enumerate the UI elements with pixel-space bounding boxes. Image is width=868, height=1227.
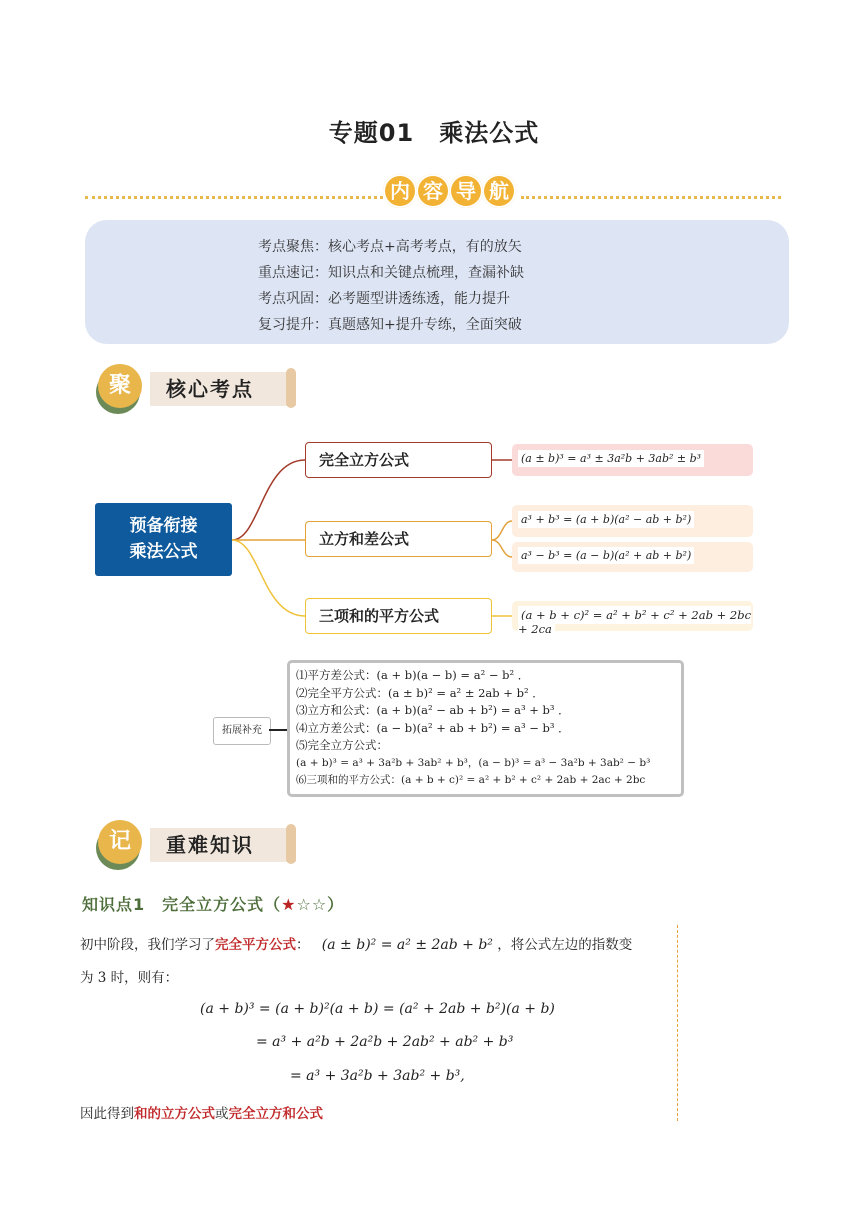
nav-badge-char: 内 [383,174,417,208]
highlight-term: 完全立方和公式 [228,1106,323,1122]
extension-box [287,660,684,797]
intro-text: 初中阶段，我们学习了 [80,937,215,953]
margin-dashed-line [677,925,678,1121]
mindmap-root-line: 乘法公式 [129,542,198,562]
knowledge-point-title-end: ） [327,895,345,914]
nav-badge-char: 容 [416,174,450,208]
section-title: 重难知识 [150,828,296,862]
extension-line: ⑹三项和的平方公式：(a + b + c)² = a² + b² + c² + 2ab + 2ac + 2bc [296,774,646,786]
inline-formula: (a ± b)² = a² ± 2ab + b² [321,937,493,953]
mindmap-root-line: 预备衔接 [129,516,198,536]
nav-badge-char: 导 [449,174,483,208]
extension-line: ⑷立方差公式：(a − b)(a² + ab + b²) = a³ − b³ ． [296,720,570,735]
extension-line: ⑶立方和公式：(a + b)(a² − ab + b²) = a³ + b³ ． [296,703,570,717]
derivation-line-3: = a³ + 3a²b + 3ab² + b³, [290,1068,465,1084]
highlight-term: 和的立方公式 [134,1106,215,1122]
star-filled-icon: ★ [281,895,297,914]
formula-text: a³ + b³ = (a + b)(a² − ab + b²) [518,511,694,528]
mindmap-root [95,503,232,576]
section-badge: 记 [98,820,142,864]
extension-line: ⑸完全立方公式： [296,738,388,752]
mindmap-node-cube: 完全立方公式 [305,442,492,478]
formula-cube-sum [512,505,753,537]
star-empty-icon: ☆☆ [296,895,328,914]
mindmap-node-cube-sum-diff: 立方和差公式 [305,521,492,557]
formula-text: (a ± b)³ = a³ ± 3a²b + 3ab² ± b³ [518,450,704,467]
section-title: 核心考点 [150,372,296,406]
formula-trinomial [512,601,753,636]
knowledge-point-heading [82,892,344,915]
extension-label: 拓展补充 [213,717,271,745]
extension-connector [269,729,287,731]
derivation-line-2: = a³ + a²b + 2a²b + 2ab² + ab² + b³ [256,1034,514,1050]
extension-line: (a + b)³ = a³ + 3a²b + 3ab² + b³，(a − b)³ = a³ − 3a²b + 3ab² − b³ [296,756,651,769]
extension-line: ⑴平方差公式：(a + b)(a − b) = a² − b² ． [296,668,530,682]
formula-text: a³ − b³ = (a − b)(a² + ab + b²) [518,547,694,564]
paragraph-intro-cont: 为 3 时，则有： [80,970,179,986]
conclusion [80,1102,323,1122]
knowledge-point-title: 知识点1 完全立方公式（ [82,895,282,914]
page-title: 专题01 乘法公式 [328,119,540,147]
formula-cube [512,444,753,476]
scroll-decoration-icon [286,824,296,864]
section-badge: 聚 [98,364,142,408]
formula-text: (a + b + c)² = a² + b² + c² + 2ab + 2bc + 2ca [518,608,752,636]
formula-cube-diff [512,542,753,572]
paragraph-intro [80,933,680,953]
extension-line: ⑵完全平方公式：(a ± b)² = a² ± 2ab + b² ． [296,685,544,700]
nav-line: 重点速记：知识点和关键点梳理，查漏补缺 [258,265,524,281]
intro-colon: ： [296,937,310,953]
nav-line: 考点聚焦：核心考点+高考考点，有的放矢 [258,239,522,255]
section-header-knowledge [80,820,300,870]
nav-badge-char: 航 [482,174,516,208]
nav-line: 考点巩固：必考题型讲透练透，能力提升 [258,291,510,307]
highlight-term: 完全平方公式 [215,937,296,953]
conclusion-text: 因此得到 [80,1106,134,1122]
conclusion-text: 或 [215,1106,229,1122]
mindmap-node-trinomial-square: 三项和的平方公式 [305,598,492,634]
intro-text-end: ，将公式左边的指数变 [497,937,633,953]
derivation-line-1: (a + b)³ = (a + b)²(a + b) = (a² + 2ab + b²)(a + b) [200,1001,555,1017]
nav-line: 复习提升：真题感知+提升专练，全面突破 [258,317,522,333]
